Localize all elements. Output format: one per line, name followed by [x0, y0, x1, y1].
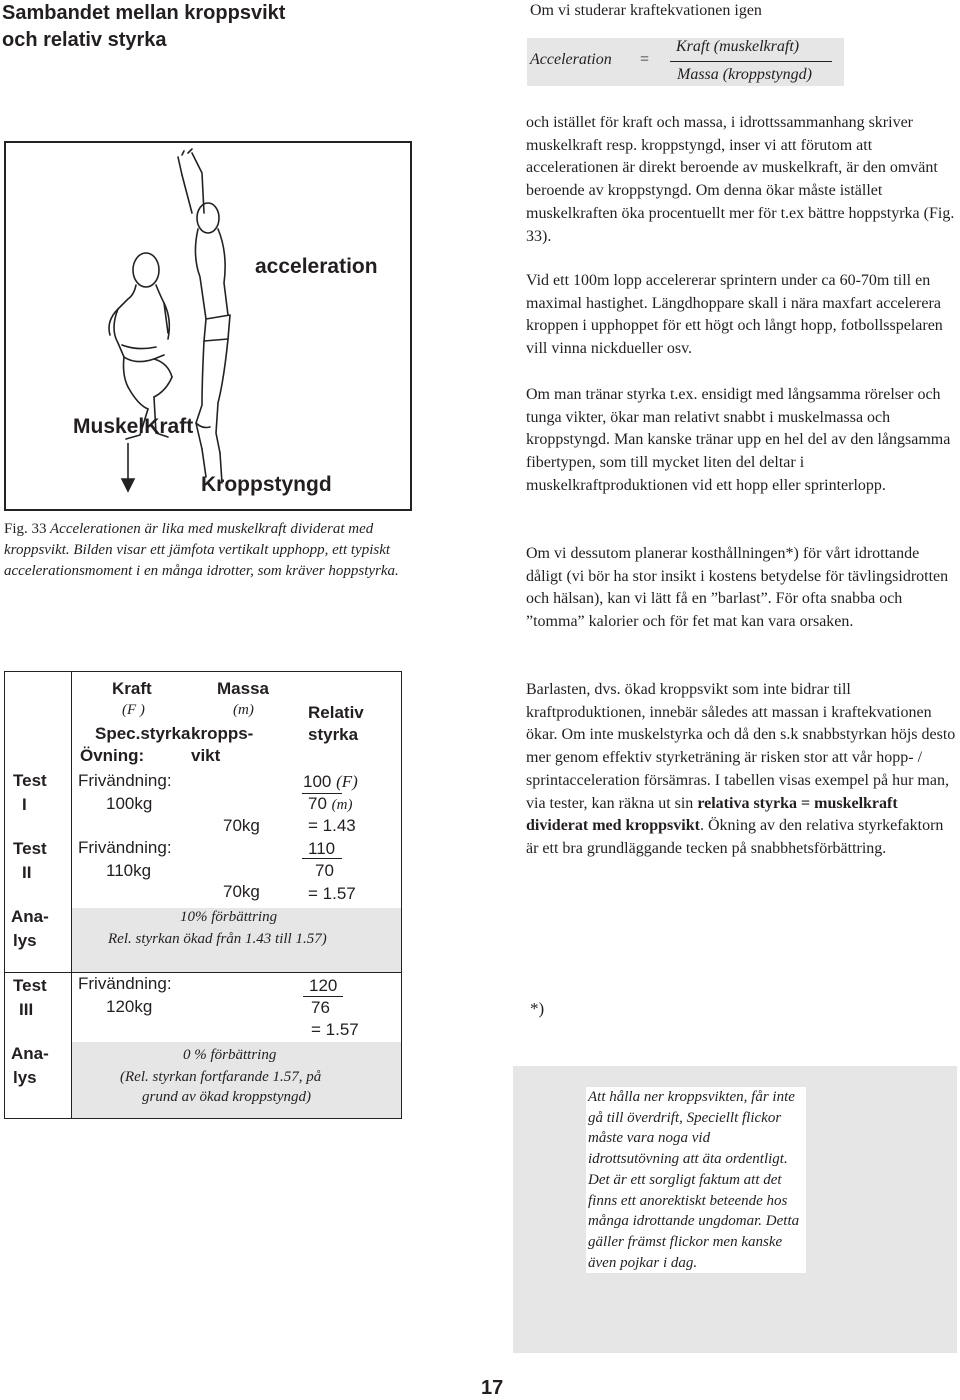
analysis-2-line-1: 0 % förbättring [183, 1047, 277, 1063]
strength-table-test-3: Test III Ana- lys Frivändning: 120kg 120 76 = 1.57 0 % förbättring (Rel. styrkan fortfarande 1.57, på grund av ökad kroppstyngd) [4, 973, 402, 1119]
figure-33 [4, 141, 412, 511]
exercise-1-weight: 100kg [106, 794, 153, 813]
footnote-marker: *) [530, 999, 545, 1018]
header-ovning: Övning: [80, 746, 145, 765]
paragraph-1: och istället för kraft och massa, i idrottssammanhang skriver muskelkraft resp. kroppstyngd, inser vi att förutom att accelerationen är direkt beroende av muskelkraft, är den omvänt beroende av kroppstyngd. Om denna ökar måste istället muskelkraften öka procentuellt mer för t.ex bättre hoppstyrka (Fig. 33). [526, 114, 955, 245]
paragraph-3: Om man tränar styrka t.ex. ensidigt med långsamma rörelser och tunga vikter, ökar man relativt snabbt i muskelmassa och kroppstyngd. Man kanske tränar upp en hel del av den långsamma fibertypen, som till mycket liten del deltar i muskelkraftproduktionen vid ett hopp eller sprinterlopp. [526, 386, 951, 494]
equation-intro: Om vi studerar kraftekvationen igen [530, 2, 762, 19]
header-massa: Massa [217, 679, 269, 698]
ratio-1-num: 100 (F) [303, 772, 358, 791]
exercise-3-weight: 120kg [106, 997, 153, 1016]
header-relativ: Relativ [308, 703, 364, 722]
header-f: (F ) [122, 702, 145, 718]
title-line-2: och relativ styrka [2, 29, 167, 51]
label-acceleration: acceleration [255, 255, 378, 278]
analysis-2-line-3: grund av ökad kroppstyngd) [142, 1089, 311, 1105]
paragraph-2: Vid ett 100m lopp accelererar sprintern under ca 60-70m till en maximal hastighet. Längdhoppare skall i nära maxfart accelerera kroppen i upphoppet för ett högt och långt hopp, fotbollsspelaren vill vinna nickdueller osv. [526, 272, 943, 358]
analysis-1-line-1: 10% förbättring [180, 909, 278, 925]
label-kroppstyngd: Kroppstyngd [201, 473, 332, 496]
crouching-figure [109, 253, 172, 439]
caption-text: Accelerationen är lika med muskelkraft dividerat med kroppsvikt. Bilden visar ett jämfota vertikalt upphopp, ett typiskt accelerationsmoment i en många idrotter, som kräver hoppstyrka. [4, 521, 399, 579]
page-title [2, 0, 285, 54]
ratio-3-num: 120 [309, 976, 338, 995]
row-analys: Ana- [11, 907, 49, 926]
ratio-2-result: = 1.57 [308, 884, 356, 903]
row-test-3: Test [13, 976, 47, 995]
row-test-2: Test [13, 839, 47, 858]
ratio-1-den: 70 (m) [308, 794, 353, 813]
header-styrka: styrka [308, 725, 359, 744]
mass-1: 70kg [223, 816, 260, 835]
row-analys-2: Ana- [11, 1044, 49, 1063]
header-kraft: Kraft [112, 679, 152, 698]
strength-table: Kraft (F ) Spec.styrka Övning: Massa (m) kropps- vikt Relativ styrka Test I Test II Ana- lys Frivändning: 100kg Frivändning: 110kg 70kg 70kg 100 (F) 70 (m) = 1.43 110 70 = 1.57 10% förbättring Rel. styrkan ökad från 1.43 till 1.57) [4, 671, 402, 973]
exercise-1: Frivändning: [78, 771, 172, 790]
label-muskelkraft: MuskelKraft [73, 415, 194, 438]
figure-caption [4, 519, 409, 582]
analysis-2-line-2: (Rel. styrkan fortfarande 1.57, på [120, 1069, 322, 1085]
paragraph-4: Om vi dessutom planerar kosthållningen*) för vårt idrottande dåligt (vi bör ha stor insikt i kostens betydelse för tävlingsidrotten och hälsan), kan vi lätt få en ”barlast”. För ofta snabba och ”tomma” kalorier och för fet mat kan vara orsaken. [526, 545, 949, 631]
exercise-2: Frivändning: [78, 838, 172, 857]
header-m: (m) [233, 702, 254, 718]
ratio-1-result: = 1.43 [308, 816, 356, 835]
row-test-1: Test [13, 771, 47, 790]
footnote-text: Att hålla ner kroppsvikten, får inte gå till överdrift, Speciellt flickor måste vara noga vid idrottsutövning att äta ordentligt. Det är ett sorgligt faktum att det finns ett anorektiskt beteende hos många idrottande ungdomar. Detta gäller främst flickor men kanske även pojkar i dag. [586, 1087, 806, 1273]
equation-lhs: Acceleration [530, 51, 612, 68]
analysis-1-line-2: Rel. styrkan ökad från 1.43 till 1.57) [108, 931, 327, 947]
paragraph-5: Barlasten, dvs. ökad kroppsvikt som inte bidrar till kraftproduktionen, innebär således att massan i kraftekvationen ökar. Om inte muskelstyrka och då den s.k snabbstyrkan höjs desto mer genom effektiv styrketräning är risken stor att vår hopp- / sprintacceleration försämras. I tabellen visas exempel på hur man, via tester, kan räkna ut sin relativa styrka = muskelkraft dividerat med kroppsvikt. Ökning av den relativa styrkefaktorn är ett bra grundläggande tecken på snabbhetsförbättring. [526, 681, 956, 857]
ratio-2-num: 110 [308, 839, 336, 858]
ratio-3-result: = 1.57 [311, 1020, 359, 1039]
jump-illustration [6, 143, 410, 509]
exercise-2-weight: 110kg [106, 861, 152, 880]
title-line-1: Sambandet mellan kroppsvikt [2, 2, 286, 24]
exercise-3: Frivändning: [78, 974, 172, 993]
header-spec-styrka: Spec.styrka [95, 724, 191, 743]
equation-equals: = [640, 51, 650, 68]
caption-number: Fig. 33 [4, 521, 47, 537]
fraction-bar [670, 61, 832, 62]
equation-numerator: Kraft (muskelkraft) [676, 38, 800, 55]
ratio-3-den: 76 [311, 998, 330, 1017]
equation-denominator: Massa (kroppstyngd) [677, 66, 812, 83]
page-number: 17 [481, 1377, 504, 1399]
ratio-2-den: 70 [315, 861, 334, 880]
header-vikt: vikt [191, 746, 221, 765]
mass-2: 70kg [223, 882, 260, 901]
header-kropps: kropps- [191, 724, 254, 743]
